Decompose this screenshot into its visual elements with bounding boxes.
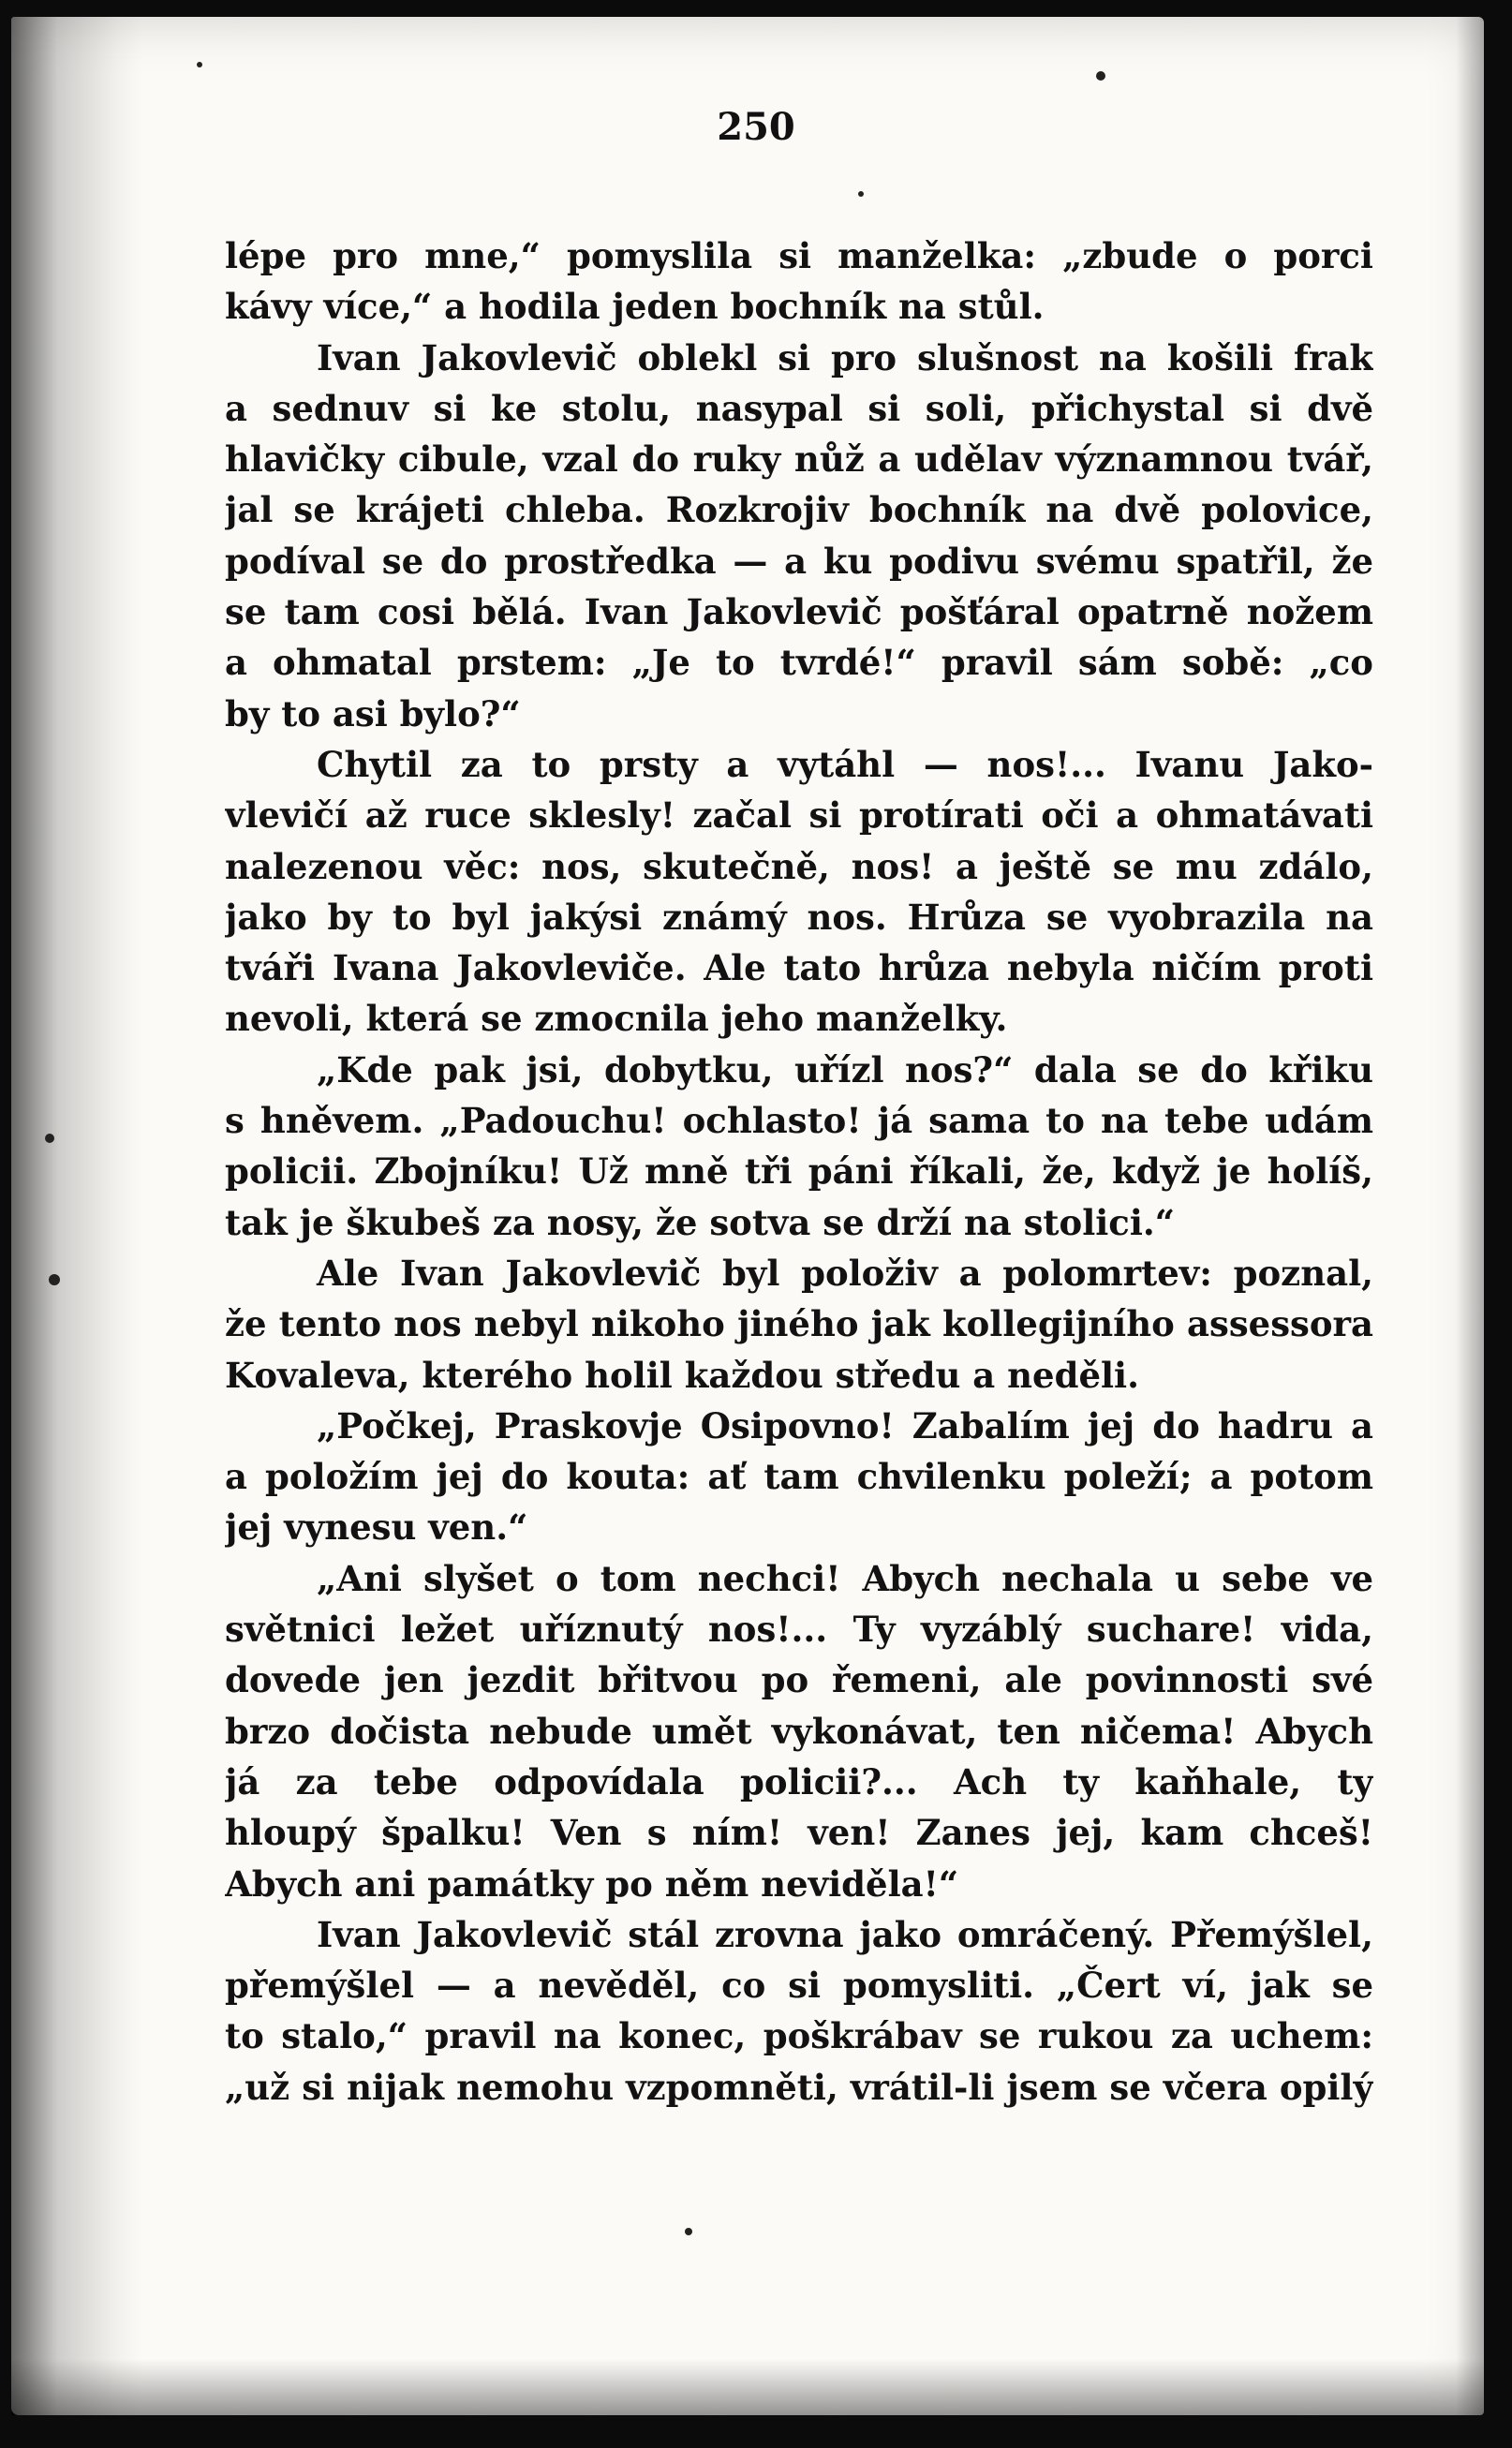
text-line: světnici ležet uříznutý nos!... Ty vyzáblý suchare! vida,	[225, 1609, 1373, 1651]
text-line: Ivan Jakovlevič oblekl si pro slušnost na košili frak	[317, 336, 1373, 378]
text-line: jako by to byl jakýsi známý nos. Hrůza se vyobrazila na	[225, 896, 1373, 938]
ink-speck	[685, 2228, 692, 2235]
text-line: tváři Ivana Jakovleviče. Ale tato hrůza nebyla ničím proti	[225, 947, 1373, 989]
bottom-edge-shadow	[11, 2359, 1484, 2415]
text-line: hloupý špalku! Ven s ním! ven! Zanes jej, kam chceš!	[225, 1812, 1373, 1854]
text-line: „už si nijak nemohu vzpomněti, vrátil-li jsem se včera opilý	[225, 2066, 1373, 2108]
text-line: jej vynesu ven.“	[225, 1506, 528, 1549]
text-line: přemýšlel — a nevěděl, co si pomysliti. „Čert ví, jak se	[225, 1965, 1373, 2007]
ink-speck	[49, 1274, 60, 1285]
text-line: brzo dočista nebude umět vykonávat, ten ničema! Abych	[225, 1710, 1373, 1752]
text-line: by to asi bylo?“	[225, 692, 521, 734]
text-line: „Kde pak jsi, dobytku, uřízl nos?“ dala se do křiku	[317, 1048, 1373, 1090]
ink-speck	[197, 62, 202, 67]
text-line: lépe pro mne,“ pomyslila si manželka: „zbude o porci	[225, 235, 1373, 276]
text-line: nalezenou věc: nos, skutečně, nos! a ještě se mu zdálo,	[225, 845, 1373, 887]
text-line: se tam cosi bělá. Ivan Jakovlevič pošťáral opatrně nožem	[225, 591, 1373, 633]
text-line: Kovaleva, kterého holil každou středu a neděli.	[225, 1354, 1139, 1396]
text-line: tak je škubeš za nosy, že sotva se drží na stolici.“	[225, 1201, 1176, 1243]
text-line: že tento nos nebyl nikoho jiného jak kollegijního assessora	[225, 1303, 1373, 1345]
spine-shadow	[11, 17, 142, 2415]
text-line: a položím jej do kouta: ať tam chvilenku poleží; a potom	[225, 1456, 1373, 1498]
text-line: s hněvem. „Padouchu! ochlasto! já sama to na tebe udám	[225, 1100, 1373, 1142]
text-line: Ale Ivan Jakovlevič byl položiv a polomrtev: poznal,	[317, 1252, 1373, 1294]
text-line: nevoli, která se zmocnila jeho manželky.	[225, 998, 1008, 1040]
text-line: já za tebe odpovídala policii?... Ach ty kaňhale, ty	[225, 1760, 1373, 1803]
text-line: dovede jen jezdit břitvou po řemeni, ale povinnosti své	[225, 1659, 1373, 1701]
text-line: vlevičí až ruce sklesly! začal si protírati oči a ohmatávati	[225, 794, 1373, 837]
page-number: 250	[717, 105, 795, 149]
text-line: hlavičky cibule, vzal do ruky nůž a udělav významnou tvář,	[225, 438, 1373, 481]
text-line: a ohmatal prstem: „Je to tvrdé!“ pravil sám sobě: „co	[225, 642, 1373, 684]
text-line: policii. Zbojníku! Už mně tři páni říkali, že, když je holíš,	[225, 1150, 1373, 1193]
body-text	[225, 230, 1373, 2113]
text-line: Ivan Jakovlevič stál zrovna jako omráčený. Přemýšlel,	[317, 1913, 1373, 1955]
text-line: Chytil za to prsty a vytáhl — nos!... Ivanu Jako-	[317, 743, 1373, 785]
text-line: jal se krájeti chleba. Rozkrojiv bochník na dvě polovice,	[225, 489, 1373, 531]
text-line: Abych ani památky po něm neviděla!“	[225, 1862, 959, 1905]
text-line: a sednuv si ke stolu, nasypal si soli, přichystal si dvě	[225, 387, 1373, 429]
text-line: „Počkej, Praskovje Osipovno! Zabalím jej do hadru a	[317, 1404, 1373, 1447]
text-line: „Ani slyšet o tom nechci! Abych nechala u sebe ve	[317, 1557, 1373, 1599]
ink-speck	[858, 191, 864, 197]
text-line: to stalo,“ pravil na konec, poškrábav se rukou za uchem:	[225, 2015, 1373, 2057]
right-edge-shadow	[1456, 17, 1484, 2415]
text-line: podíval se do prostředka — a ku podivu svému spatřil, že	[225, 540, 1373, 582]
ink-speck	[1096, 71, 1105, 81]
ink-speck	[45, 1134, 54, 1143]
text-line: kávy více,“ a hodila jeden bochník na stůl.	[225, 286, 1045, 328]
